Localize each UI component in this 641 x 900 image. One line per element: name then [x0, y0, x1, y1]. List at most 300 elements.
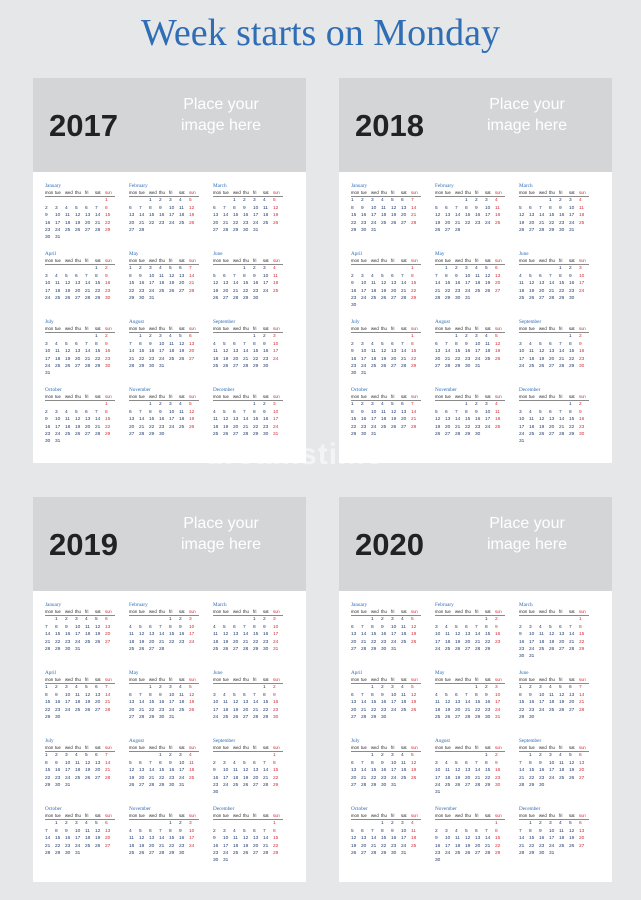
day-blank: [223, 616, 233, 623]
month-days: [213, 813, 283, 865]
weekday-header: sat: [485, 258, 495, 265]
day-cell: 10: [361, 349, 367, 355]
day-cell: 12: [435, 417, 441, 423]
day-cell: 25: [179, 424, 185, 430]
weekday-header: tue: [529, 609, 539, 616]
day-cell: 21: [139, 220, 145, 226]
day-cell: 12: [455, 632, 461, 638]
weekday-header: sat: [95, 326, 105, 333]
day-cell: 25: [371, 295, 377, 301]
day-cell: 7: [139, 205, 142, 211]
day-cell: 12: [539, 349, 545, 355]
day-cell: 28: [149, 782, 155, 788]
day-cell: 22: [129, 288, 135, 294]
weekday-header: thu: [549, 677, 559, 684]
weekday-header: sun: [495, 609, 505, 616]
day-cell: 26: [179, 356, 185, 362]
day-cell: 31: [569, 227, 575, 233]
day-cell: 5: [569, 753, 572, 759]
weekday-header: thu: [465, 190, 475, 197]
day-cell: 4: [411, 821, 414, 827]
day-cell: 25: [65, 431, 71, 437]
day-cell: 23: [475, 220, 481, 226]
day-cell: 1: [169, 821, 172, 827]
weekday-header: wed: [371, 190, 381, 197]
day-cell: 1: [559, 266, 562, 272]
day-cell: 27: [129, 227, 135, 233]
day-cell: 19: [273, 213, 279, 219]
day-cell: 28: [105, 775, 111, 781]
day-blank: [539, 197, 549, 204]
day-cell: 31: [465, 295, 471, 301]
day-cell: 22: [169, 639, 175, 645]
day-cell: 16: [381, 768, 387, 774]
weekday-header: fri: [559, 609, 569, 616]
day-cell: 26: [129, 782, 135, 788]
day-cell: 22: [445, 288, 451, 294]
weekday-header: fri: [169, 609, 179, 616]
day-cell: 17: [45, 356, 51, 362]
day-blank: [485, 820, 495, 827]
day-cell: 31: [371, 227, 377, 233]
day-cell: 17: [149, 281, 155, 287]
weekday-header: tue: [139, 745, 149, 752]
day-cell: 14: [361, 700, 367, 706]
day-cell: 22: [455, 356, 461, 362]
day-cell: 11: [445, 768, 450, 774]
day-cell: 9: [179, 624, 182, 630]
day-cell: 8: [149, 692, 152, 698]
day-blank: [223, 820, 233, 827]
weekday-header: mon: [435, 813, 444, 818]
day-cell: 27: [85, 227, 91, 233]
day-cell: 21: [233, 288, 239, 294]
day-cell: 7: [401, 273, 404, 279]
day-cell: 2: [455, 266, 458, 272]
day-cell: 17: [495, 700, 501, 706]
day-cell: 13: [105, 828, 111, 834]
day-cell: 20: [351, 775, 357, 781]
month-name: June: [519, 670, 529, 676]
day-cell: 29: [55, 646, 61, 652]
month-days: [129, 609, 199, 653]
day-cell: 24: [169, 424, 175, 430]
day-cell: 27: [549, 431, 555, 437]
day-cell: 3: [539, 685, 542, 691]
day-cell: 12: [85, 692, 91, 698]
weekday-header: sun: [579, 258, 589, 265]
day-cell: 28: [139, 431, 145, 437]
day-blank: [45, 333, 55, 340]
day-cell: 14: [139, 213, 145, 219]
month-name: November: [129, 387, 151, 393]
day-cell: 7: [159, 828, 162, 834]
day-cell: 16: [139, 281, 145, 287]
day-cell: 15: [95, 349, 101, 355]
weekday-header: mon: [351, 745, 360, 750]
day-cell: 14: [243, 349, 249, 355]
day-cell: 1: [411, 334, 414, 340]
day-cell: 28: [455, 227, 461, 233]
day-cell: 27: [579, 775, 585, 781]
day-cell: 16: [105, 349, 111, 355]
weekday-header: thu: [159, 190, 169, 197]
day-blank: [465, 752, 475, 759]
day-cell: 3: [65, 753, 68, 759]
weekday-header: sat: [401, 326, 411, 333]
weekday-header: sun: [273, 326, 283, 333]
day-cell: 7: [371, 828, 374, 834]
weekday-header: mon: [45, 677, 54, 682]
day-cell: 5: [519, 205, 522, 211]
day-cell: 26: [549, 646, 555, 652]
day-cell: 3: [189, 617, 192, 623]
day-cell: 4: [233, 760, 236, 766]
day-cell: 1: [263, 685, 266, 691]
month-name: February: [435, 602, 454, 608]
day-cell: 25: [495, 424, 501, 430]
day-cell: 28: [435, 295, 441, 301]
day-blank: [45, 616, 55, 623]
day-cell: 2: [475, 402, 478, 408]
day-cell: 8: [105, 409, 108, 415]
day-cell: 29: [149, 431, 155, 437]
day-cell: 23: [55, 707, 61, 713]
day-cell: 19: [549, 639, 555, 645]
weekday-header: tue: [55, 813, 65, 820]
weekday-header: sat: [569, 190, 579, 197]
month-days: [213, 745, 283, 797]
day-cell: 8: [95, 341, 98, 347]
day-cell: 21: [159, 639, 165, 645]
day-cell: 3: [371, 198, 374, 204]
day-cell: 9: [381, 760, 384, 766]
day-cell: 19: [179, 349, 185, 355]
day-cell: 5: [129, 760, 132, 766]
month-days: [45, 190, 115, 242]
weekday-header: wed: [65, 813, 75, 820]
day-cell: 25: [455, 850, 461, 856]
day-cell: 19: [391, 213, 397, 219]
day-cell: 13: [233, 632, 239, 638]
day-cell: 5: [65, 273, 68, 279]
day-cell: 14: [243, 417, 249, 423]
day-cell: 5: [75, 409, 78, 415]
weekday-header: sat: [263, 326, 273, 333]
day-cell: 8: [149, 409, 152, 415]
weekday-header: fri: [85, 677, 95, 684]
weekday-header: sun: [579, 745, 589, 752]
day-cell: 28: [475, 646, 481, 652]
day-cell: 4: [495, 402, 498, 408]
day-blank: [159, 616, 169, 623]
day-cell: 2: [361, 402, 364, 408]
day-cell: 28: [243, 646, 249, 652]
day-cell: 4: [179, 402, 182, 408]
day-cell: 3: [55, 409, 58, 415]
weekday-header: wed: [539, 677, 549, 684]
day-cell: 9: [465, 341, 468, 347]
day-cell: 27: [105, 639, 111, 645]
day-cell: 3: [579, 266, 582, 272]
day-cell: 6: [475, 828, 478, 834]
day-cell: 24: [75, 843, 81, 849]
day-cell: 28: [223, 227, 229, 233]
day-blank: [75, 333, 85, 340]
day-blank: [519, 333, 529, 340]
day-cell: 14: [159, 632, 165, 638]
month-days: [435, 394, 505, 438]
day-cell: 2: [351, 273, 354, 279]
weekday-header: thu: [549, 190, 559, 197]
day-cell: 16: [455, 281, 461, 287]
day-cell: 1: [149, 198, 152, 204]
month-days: [45, 813, 115, 857]
day-cell: 14: [233, 281, 239, 287]
day-cell: 6: [105, 821, 108, 827]
calendar-header: [33, 497, 306, 591]
day-cell: 17: [579, 281, 585, 287]
weekday-header: wed: [65, 258, 75, 265]
weekday-header: fri: [85, 609, 95, 616]
day-cell: 19: [539, 424, 545, 430]
day-cell: 20: [129, 220, 135, 226]
day-cell: 14: [519, 836, 525, 842]
day-cell: 20: [223, 288, 229, 294]
day-cell: 9: [569, 273, 572, 279]
day-cell: 26: [435, 227, 441, 233]
day-blank: [55, 333, 65, 340]
day-cell: 12: [519, 213, 525, 219]
day-cell: 6: [223, 273, 226, 279]
day-cell: 16: [465, 349, 471, 355]
day-cell: 28: [263, 850, 269, 856]
day-cell: 16: [391, 836, 397, 842]
month-block: [519, 318, 603, 386]
day-blank: [465, 820, 475, 827]
day-cell: 9: [273, 692, 276, 698]
day-cell: 28: [361, 714, 367, 720]
calendar-header: [339, 497, 612, 591]
day-cell: 19: [75, 424, 81, 430]
day-cell: 10: [519, 417, 525, 423]
day-blank: [129, 684, 139, 691]
day-cell: 6: [569, 685, 572, 691]
month-days: [519, 190, 589, 234]
day-cell: 12: [495, 341, 501, 347]
weekday-header: sat: [263, 394, 273, 401]
day-blank: [529, 197, 539, 204]
day-cell: 17: [169, 417, 175, 423]
day-cell: 11: [213, 417, 218, 423]
day-cell: 30: [213, 790, 219, 796]
day-cell: 15: [253, 632, 259, 638]
day-blank: [213, 265, 223, 272]
day-cell: 1: [351, 198, 354, 204]
day-cell: 9: [263, 341, 266, 347]
day-cell: 10: [273, 341, 279, 347]
month-days: [213, 258, 283, 302]
day-blank: [85, 197, 95, 204]
day-cell: 20: [401, 213, 407, 219]
weekday-header: thu: [549, 326, 559, 333]
day-cell: 29: [253, 431, 259, 437]
weekday-header: fri: [559, 745, 569, 752]
day-cell: 1: [55, 617, 58, 623]
day-cell: 1: [169, 617, 172, 623]
day-cell: 4: [65, 409, 68, 415]
weekday-header: fri: [559, 394, 569, 401]
month-block: [129, 737, 213, 805]
day-cell: 7: [435, 273, 438, 279]
day-cell: 21: [411, 213, 417, 219]
day-cell: 9: [149, 341, 152, 347]
day-cell: 25: [55, 363, 61, 369]
weekday-header: tue: [55, 745, 65, 752]
weekday-header: sun: [579, 677, 589, 684]
day-cell: 14: [465, 700, 471, 706]
day-cell: 8: [169, 828, 172, 834]
day-cell: 24: [65, 775, 71, 781]
day-cell: 9: [539, 760, 542, 766]
day-blank: [243, 401, 253, 408]
day-cell: 14: [139, 700, 145, 706]
month-days: [213, 677, 283, 721]
day-cell: 15: [351, 417, 357, 423]
day-blank: [569, 616, 579, 623]
day-blank: [549, 616, 559, 623]
day-cell: 8: [263, 692, 266, 698]
weekday-header: sun: [105, 677, 115, 684]
day-cell: 3: [519, 409, 522, 415]
month-days: [129, 258, 199, 302]
day-cell: 16: [539, 768, 545, 774]
day-cell: 7: [475, 624, 478, 630]
weekday-header: sun: [273, 677, 283, 684]
day-cell: 13: [253, 836, 259, 842]
day-cell: 26: [65, 363, 71, 369]
day-cell: 18: [549, 700, 555, 706]
day-cell: 30: [361, 431, 367, 437]
day-blank: [519, 616, 529, 623]
day-cell: 8: [371, 692, 374, 698]
day-cell: 20: [351, 639, 357, 645]
day-cell: 15: [529, 768, 535, 774]
day-cell: 24: [253, 220, 259, 226]
day-cell: 7: [519, 760, 522, 766]
day-cell: 10: [361, 281, 367, 287]
day-cell: 12: [129, 768, 135, 774]
day-cell: 9: [351, 281, 354, 287]
weekday-header: wed: [371, 326, 381, 333]
day-cell: 24: [549, 775, 555, 781]
day-cell: 26: [75, 431, 81, 437]
day-cell: 11: [213, 349, 218, 355]
weekday-header: sat: [485, 745, 495, 752]
day-cell: 21: [519, 843, 525, 849]
day-cell: 13: [569, 692, 575, 698]
month-days: [435, 677, 505, 721]
day-cell: 15: [55, 632, 61, 638]
day-cell: 15: [149, 700, 155, 706]
day-cell: 30: [475, 431, 481, 437]
weekday-header: mon: [519, 677, 528, 682]
day-cell: 13: [139, 768, 145, 774]
weekday-header: mon: [519, 813, 528, 818]
day-cell: 30: [139, 295, 145, 301]
day-cell: 4: [381, 198, 384, 204]
day-cell: 2: [381, 685, 384, 691]
day-cell: 21: [559, 356, 565, 362]
month-days: [435, 258, 505, 302]
day-cell: 7: [539, 205, 542, 211]
day-cell: 17: [75, 632, 81, 638]
month-days: [519, 677, 589, 721]
day-blank: [529, 265, 539, 272]
day-cell: 15: [569, 417, 575, 423]
month-name: October: [351, 387, 368, 393]
day-cell: 5: [243, 760, 246, 766]
weekday-header: fri: [85, 745, 95, 752]
month-block: [129, 182, 213, 250]
weekday-header: sun: [273, 258, 283, 265]
day-cell: 7: [85, 273, 88, 279]
weekday-header: mon: [435, 190, 444, 195]
month-name: January: [45, 602, 62, 608]
day-cell: 11: [179, 409, 184, 415]
weekday-header: fri: [169, 745, 179, 752]
day-cell: 21: [253, 707, 259, 713]
weekday-header: thu: [381, 813, 391, 820]
day-cell: 24: [223, 782, 229, 788]
day-cell: 10: [189, 624, 195, 630]
day-cell: 25: [85, 843, 91, 849]
day-blank: [391, 333, 401, 340]
day-cell: 14: [435, 281, 441, 287]
day-cell: 13: [129, 417, 135, 423]
day-cell: 3: [361, 341, 364, 347]
day-cell: 8: [529, 760, 532, 766]
day-cell: 18: [85, 632, 91, 638]
day-blank: [213, 333, 223, 340]
day-cell: 24: [189, 843, 195, 849]
day-cell: 16: [253, 281, 259, 287]
day-cell: 4: [485, 334, 488, 340]
day-cell: 13: [105, 624, 111, 630]
day-cell: 7: [189, 266, 192, 272]
month-name: February: [129, 183, 148, 189]
day-cell: 27: [559, 646, 565, 652]
day-cell: 29: [273, 782, 279, 788]
weekday-header: thu: [465, 326, 475, 333]
day-cell: 14: [411, 409, 417, 415]
weekday-header: sat: [95, 609, 105, 616]
day-cell: 26: [189, 707, 195, 713]
day-cell: 26: [485, 288, 491, 294]
day-blank: [371, 333, 381, 340]
day-cell: 21: [475, 775, 481, 781]
day-cell: 20: [455, 707, 461, 713]
month-days: [45, 677, 115, 721]
day-cell: 22: [371, 639, 377, 645]
day-cell: 2: [159, 402, 162, 408]
day-cell: 13: [223, 281, 229, 287]
weekday-header: fri: [169, 190, 179, 197]
month-block: [45, 386, 129, 454]
day-blank: [55, 197, 65, 204]
weekday-header: wed: [539, 609, 549, 616]
weekday-header: sun: [411, 258, 421, 265]
